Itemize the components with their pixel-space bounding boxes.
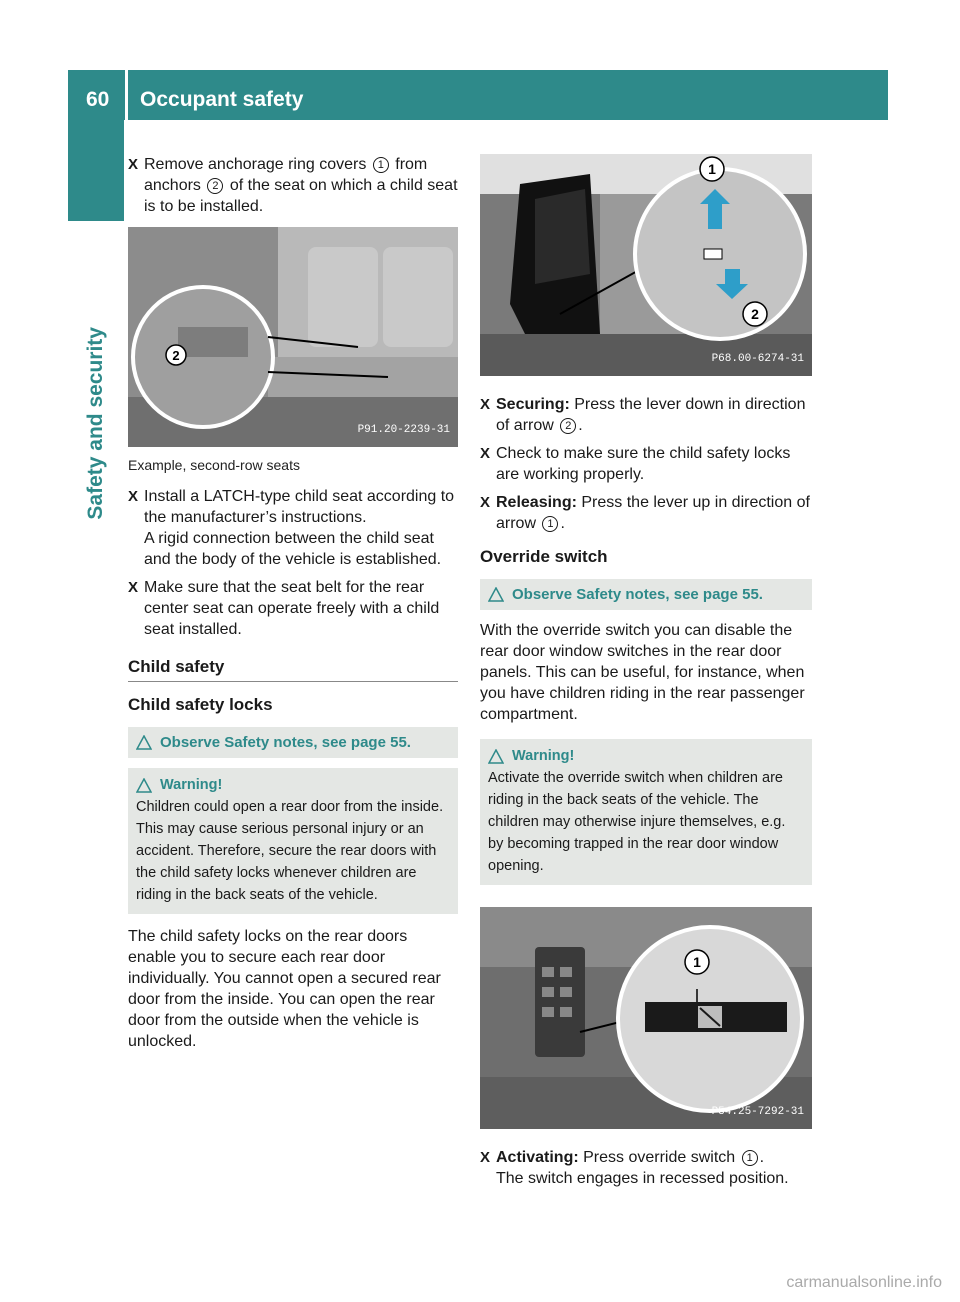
warning-title: Warning! <box>512 748 575 764</box>
step-check-locks: X Check to make sure the child safety locks are working properly. <box>480 445 791 483</box>
step-releasing: X Releasing: Press the lever up in direction of arrow 1 . <box>480 494 810 532</box>
left-column <box>128 154 458 1060</box>
image-caption: Example, second-row seats <box>128 457 300 473</box>
step-marker-icon: X <box>480 1149 491 1166</box>
header-divider <box>125 70 128 120</box>
image-callout: 1 <box>693 954 701 970</box>
callout-number: 1 <box>542 516 558 532</box>
image-callout: 2 <box>172 348 180 363</box>
side-tab <box>68 240 124 520</box>
right-column <box>480 154 812 1196</box>
callout-number: 2 <box>560 418 576 434</box>
step-remove-covers: X Remove anchorage ring covers 1 from anchors 2 of the seat on which a child seat is to be installed. <box>128 156 458 215</box>
step-marker-icon: X <box>480 494 491 511</box>
step-marker-icon: X <box>128 156 139 173</box>
side-color-block <box>68 120 124 221</box>
side-tab-label: Safety and security <box>84 327 107 520</box>
image-callout: 2 <box>751 306 759 322</box>
door-lock-photo <box>480 154 812 376</box>
step-install-latch: X Install a LATCH-type child seat according to the manufacturer’s instructions. A rigid connection between the child seat and the body of the vehicle is established. <box>128 488 455 568</box>
step-marker-icon: X <box>128 579 139 596</box>
watermark: carmanualsonline.info <box>786 1274 942 1291</box>
heading-override-switch: Override switch <box>480 547 608 566</box>
warning-box <box>480 739 812 885</box>
step-marker-icon: X <box>480 445 491 462</box>
child-locks-paragraph: The child safety locks on the rear doors enable you to secure each rear door individually. You cannot open a secured rear door from the inside. You can open the rear door from the outside when the vehicle is unlocked. <box>128 928 441 1050</box>
warning-triangle-icon <box>488 749 504 764</box>
callout-number: 2 <box>207 178 223 194</box>
page-number: 60 <box>86 88 110 111</box>
step-activating: X Activating: Press override switch 1 . The switch engages in recessed position. <box>480 1149 789 1187</box>
override-paragraph: With the override switch you can disable the rear door window switches in the rear door panels. This can be useful, for instance, when you have children riding in the rear passenger compartment. <box>480 622 805 723</box>
step-marker-icon: X <box>128 488 139 505</box>
rear-seat-photo <box>128 227 458 447</box>
image-code: P54.25-7292-31 <box>711 1106 804 1118</box>
warning-triangle-icon <box>136 735 152 750</box>
step-marker-icon: X <box>480 396 491 413</box>
warning-body: Children could open a rear door from the inside. This may cause serious personal injury or an accident. Therefore, secure the rear doors with the child safety locks whenever children are riding in the back seats of the vehicle. <box>136 799 444 903</box>
image-callout: 1 <box>708 161 716 177</box>
safety-note: Observe Safety notes, see page 55. <box>480 579 812 610</box>
safety-note: Observe Safety notes, see page 55. <box>128 727 458 758</box>
heading-child-safety-locks: Child safety locks <box>128 695 273 714</box>
callout-number: 1 <box>373 157 389 173</box>
step-securing: X Securing: Press the lever down in direction of arrow 2 . <box>480 396 806 434</box>
warning-triangle-icon <box>488 587 504 602</box>
image-code: P91.20-2239-31 <box>357 424 450 436</box>
warning-title: Warning! <box>160 777 223 793</box>
page-header <box>68 70 888 120</box>
warning-box <box>128 768 458 914</box>
step-check-belt: X Make sure that the seat belt for the rear center seat can operate freely with a child seat installed. <box>128 579 440 638</box>
warning-body: Activate the override switch when children are riding in the back seats of the vehicle. The children may otherwise injure themselves, e.g. by becoming trapped in the rear door window opening. <box>488 770 786 874</box>
section-title: Occupant safety <box>140 88 304 111</box>
override-switch-photo <box>480 907 812 1129</box>
warning-triangle-icon <box>136 778 152 793</box>
heading-child-safety: Child safety <box>128 656 458 682</box>
image-code: P68.00-6274-31 <box>711 353 804 365</box>
callout-number: 1 <box>742 1150 758 1166</box>
